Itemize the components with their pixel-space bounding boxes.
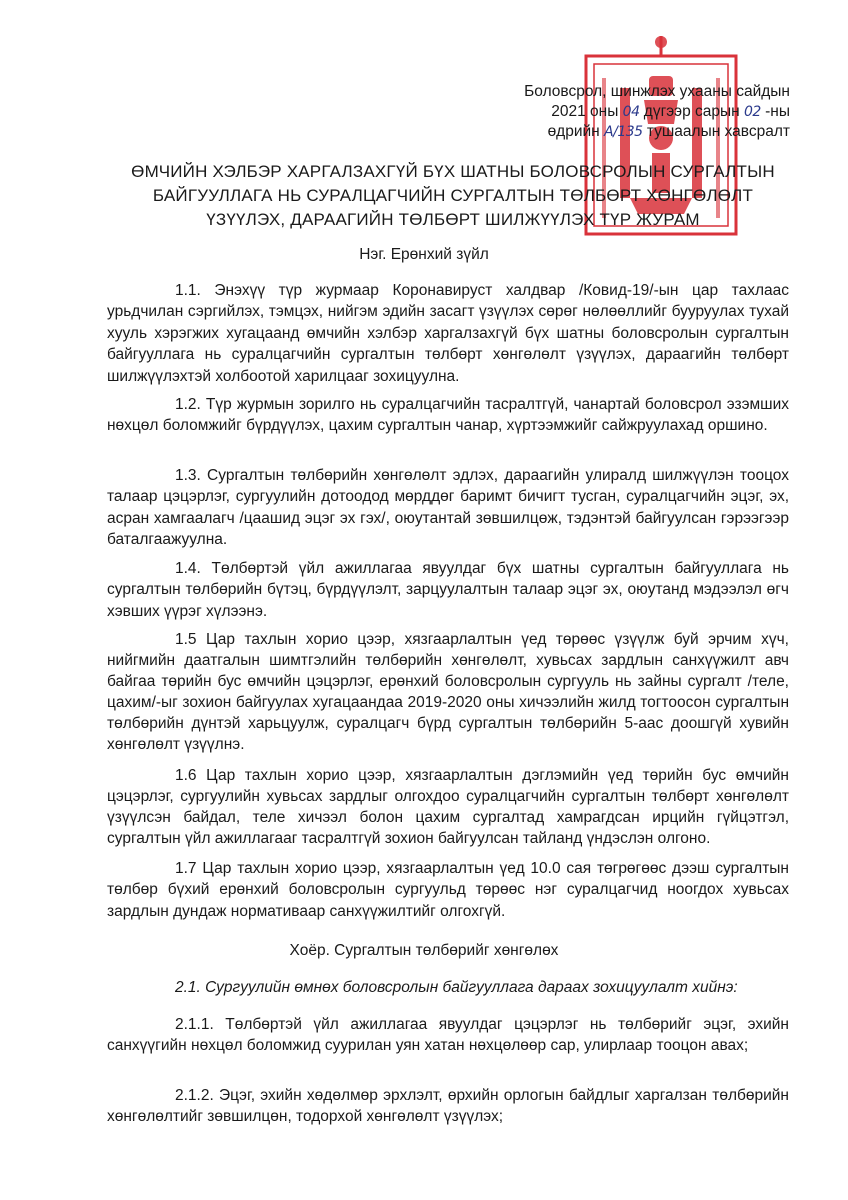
title-line2: БАЙГУУЛЛАГА НЬ СУРАЛЦАГЧИЙН СУРГАЛТЫН ТӨЛБӨРТ ХӨНГӨЛӨЛТ bbox=[152, 186, 754, 205]
handwritten-order-number: А/135 bbox=[604, 124, 643, 140]
order-reference-line1: Боловсрол, шинжлэх ухааны сайдын bbox=[524, 83, 790, 100]
paragraph-1-7: 1.7 Цар тахлын хорио цээр, хязгаарлалтын үед 10.0 сая төгрөгөөс дээш сургалтын төлбөр бүхий ерөнхий боловсролын сургуульд төрөөс нэг суралцагчид ноогдох хувьсах зардлын дундаж нормативаар санхүүжилтийг олгохгүй. bbox=[107, 860, 789, 920]
section1-heading: Нэг. Ерөнхий зүйл bbox=[359, 246, 489, 263]
paragraph-1-3: 1.3. Сургалтын төлбөрийн хөнгөлөлт эдлэх, дараагийн улиралд шилжүүлэн тооцох талаар цэцэрлэг, сургуулийн дотоодод мөрддөг баримт бичигт тусган, суралцагчийн эцэг, эх, асран хамгаалагч /цаашид эцэг эх гэх/, оюутантай зөвшилцөж, тэдэнтэй байгуулсан гэрээгээр баталгаажуулна. bbox=[107, 467, 789, 549]
paragraph-1-1: 1.1. Энэхүү түр журмаар Коронавируст халдвар /Ковид-19/-ын цар тахлаас урьдчилан сэргийлэх, тэмцэх, нийгэм эдийн засагт үзүүлэх сөрөг нөлөөллийг бууруулах тухай хууль хэрэгжих хугацаанд өмчийн хэлбэр харгалзахгүй бүх шатны боловсролын сургалтын байгууллага нь суралцагчийн сургалтын төлбөрт хөнгөлөлт үзүүлэх, дараагийн төлбөрт шилжүүлэхтэй холбоотой харилцааг зохицуулна. bbox=[107, 282, 789, 385]
section2-heading: Хоёр. Сургалтын төлбөрийг хөнгөлөх bbox=[289, 942, 559, 959]
handwritten-day: 02 bbox=[744, 104, 761, 120]
title-line3: ҮЗҮҮЛЭХ, ДАРААГИЙН ТӨЛБӨРТ ШИЛЖҮҮЛЭХ ТҮР ЖУРАМ bbox=[206, 210, 700, 229]
handwritten-month: 04 bbox=[622, 104, 640, 120]
paragraph-1-5: 1.5 Цар тахлын хорио цээр, хязгаарлалтын үед төрөөс үзүүлж буй эрчим хүч, нийгмийн даатгалын шимтгэлийн төлбөрийн хөнгөлөлт, хувьсах зардлын санхүүжилт авч байгаа төрийн бус өмчийн цэцэрлэг, ерөнхий боловсролын сургууль нь зайны сургалт /теле, цахим/-ыг зохион байгуулах хугацаандаа 2019-2020 оны хичээлийн жилд тогтоосон сургалтын төлбөрийн дүнтэй харьцуулж, суралцагч бүрд сургалтын төлбөрийн 5-аас доошгүй хувийн хөнгөлөлт үзүүлнэ. bbox=[107, 631, 789, 753]
paragraph-1-6: 1.6 Цар тахлын хорио цээр, хязгаарлалтын дэглэмийн үед төрийн бус өмчийн цэцэрлэг, сургуулийн хувьсах зардлыг олгохдоо суралцагчийн сургалтын төлбөрт хөнгөлөлт үзүүлсэн байдал, теле хичээл болон цахим сургалтад хамрагдсан ирцийн гүйцэтгэл, сургалтын үйл ажиллагааг тасралтгүй зохион байгуулсан тайланд үндэслэн олгоно. bbox=[107, 767, 789, 847]
title-line1: ӨМЧИЙН ХЭЛБЭР ХАРГАЛЗАХГҮЙ БҮХ ШАТНЫ БОЛОВСРОЛЫН СУРГАЛТЫН bbox=[131, 162, 775, 181]
order-reference-line2: 2021 оны 04 дүгээр сарын 02 -ны bbox=[551, 103, 790, 120]
paragraph-1-4: 1.4. Төлбөртэй үйл ажиллагаа явуулдаг бүх шатны сургалтын байгууллага нь сургалтын төлбөрийн бүтэц, бүрдүүлэлт, зарцуулалтын талаар эцэг эх, оюутанд мэдээлэл өгч хэвших үүрэг хүлээнэ. bbox=[107, 560, 789, 620]
paragraph-1-2: 1.2. Түр журмын зорилго нь суралцагчийн тасралтгүй, чанартай боловсрол эзэмших нөхцөл боломжийг бүрдүүлэх, цахим сургалтын чанар, хүртээмжийг сайжруулахад оршино. bbox=[107, 396, 789, 435]
paragraph-2-1: 2.1. Сургуулийн өмнөх боловсролын байгууллага дараах зохицуулалт хийнэ: bbox=[175, 979, 738, 996]
order-reference bbox=[430, 82, 790, 142]
paragraph-2-1-1: 2.1.1. Төлбөртэй үйл ажиллагаа явуулдаг цэцэрлэг нь төлбөрийг эцэг, эхийн санхүүгийн нөхцөл боломжид суурилан уян хатан нөхцөлөөр сар, улирлаар тооцон авах; bbox=[107, 1016, 789, 1055]
document-title bbox=[118, 160, 788, 232]
paragraph-2-1-2: 2.1.2. Эцэг, эхийн хөдөлмөр эрхлэлт, өрхийн орлогын байдлыг харгалзан төлбөрийн хөнгөлөлтийг зөвшилцөн, тодорхой хөнгөлөлт үзүүлэх; bbox=[107, 1087, 789, 1126]
order-reference-line3: өдрийн А/135 тушаалын хавсралт bbox=[547, 123, 790, 140]
